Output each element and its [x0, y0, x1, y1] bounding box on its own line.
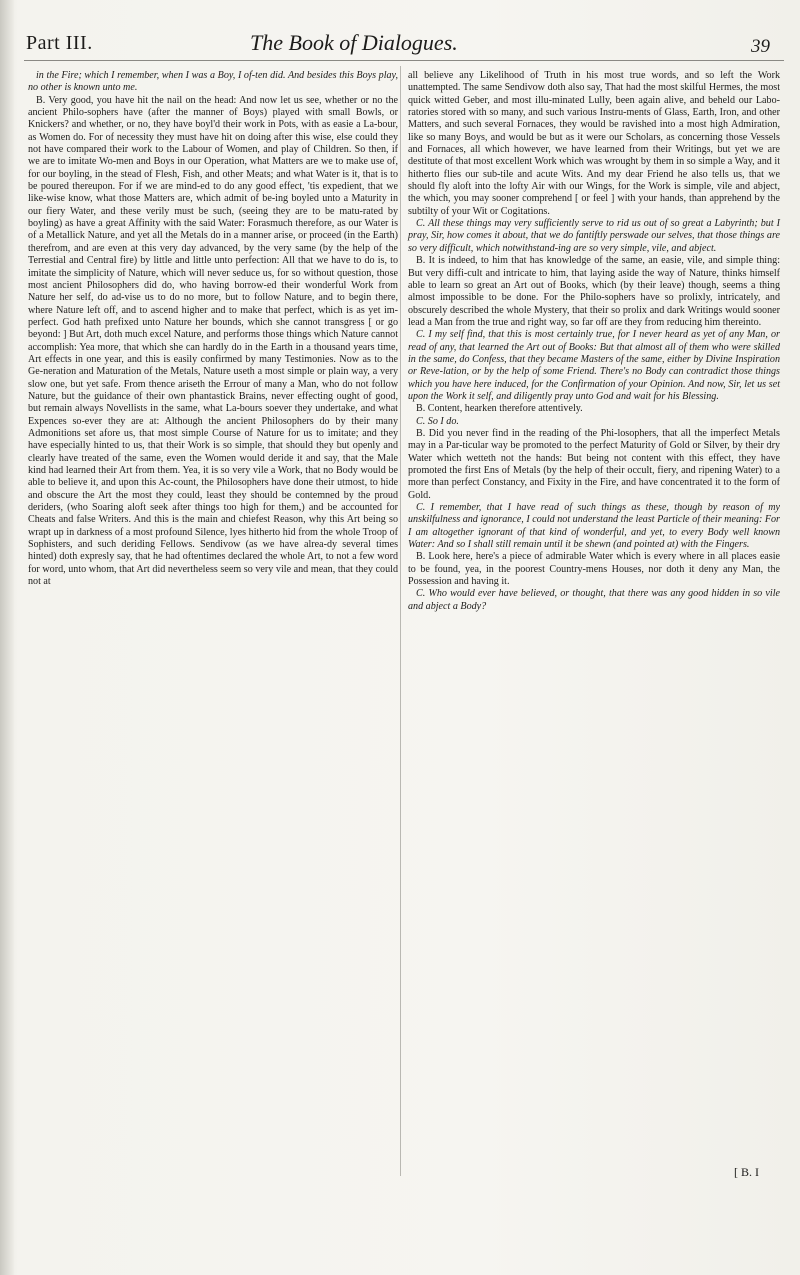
paragraph: B. Very good, you have hit the nail on the head: And now let us see, whether or no the ancient Philo-sophers have (after the manner of Boys) played with small Bowls, or Knickers? and whether, or no, they have boyl'd their work in Pots, with as easie a La-bour, as Women do. For of necessity they must have hit on doing after this wise, else could they not have compared their work to the Labour of Women, and play of Children. So then, if we are to imitate Wo-men and Boys in our Operation, what Matters are we to make use of, for our boyling, in the stead of Flesh, Fish, and other Meats; and what Water is it, that is to be poured thereupon. For if we are mind-ed to do any good effect, 'tis expedient, that we like-wise know, what those Matters are, which admit of be-ing boyled unto a Maturity in our fiery Water, and these verily must be such, (seeing they are to be matu-rated by boyling) as have a great Affinity with the said Water: Forasmuch therefore, as our Water is of a Metallick Nature, and yet all the Metals do in a manner arise, or proceed (in the Earth) therefrom, and are even at this very day advanced, by the very same (by the help of the Terrestial and Central fire) by little and little unto perfection: All that we have to do is, to imitate the simplicity of Nature, which will never seduce us, for so without question, those most ancient Philosophers did do, who having borrow-ed their wonderful Work from Nature her self, do ad-vise us to do no more, but to follow Nature, and to begin there, where Nature left off, and to ascend higher and to make that perfect, which is as yet im-perfect. God hath prefixed unto Nature her bounds, which she cannot transgress [ or go beyond: ] But Art, doth much excel Nature, and performs those things which Nature cannot accomplish: Yea more, that which she can hardly do in the Earth in a thousand years time, Art effects in one year, and this is easily confirmed by many Testimonies. Now as to the Ge-neration and Maturation of the Metals, Nature useth a most simple or plain way, a very slow one, but yet safe. From thence ariseth the Errour of many a Man, who do not follow Nature, but the guidance of their own phantastick Brains, never effecting ought of good, but remain always Novellists in the same, what La-bours soever they undertake, and what Expences so-ever they are at: Although the ancient Philosophers do by their many Admonitions set afore us, that most simple Course of Nature for us to imitate; and they have especially hinted to us, that their Work is so simple, that should they but openly and clearly have treated of the same, even the Women would deride it and say, that the Male kind had learned their Art from them. Yea, it is so very vile a Work, that no Body would be able to believe it, and upon this Ac-count, the Philosophers have done their utmost, to hide and obscure the Art the most they could, least they should be contemned by the proud deriders, (who Soaring aloft seek after things too high for them,) and be accounted for Cheats and false Writers. And this is the main and chiefest Reason, why this Art being so wrapt up in darkness of a most profound Silence, lyes hitherto hid from the whole Troop of Sophisters, and such deriding Fellows. Sendivow (as we have alrea-dy several times hinted) doth expresly say, that he had oftentimes declared the whole Art, to not a few word for word, unto whom, that Art did nevertheless seem so very vile and mean, that they could not at	[28, 94, 398, 588]
paragraph: in the Fire; which I remember, when I was a Boy, I of-ten did. And besides this Boys play, no other is known unto me.	[28, 70, 398, 94]
paragraph: C. Who would ever have believed, or thought, that there was any good hidden in so vile and abject a Body?	[408, 588, 780, 612]
page-number: 39	[751, 36, 770, 57]
part-label: Part III.	[26, 32, 93, 54]
catchword: [ B. I	[734, 1165, 759, 1179]
paragraph: B. Content, hearken therefore attentively.	[416, 403, 583, 415]
paragraph: C. So I do.	[416, 415, 459, 427]
paragraph: C. I remember, that I have read of such things as these, though by reason of my unskilfulness and ignorance, I could not understand the least Particle of their meaning: For I am altogether ignorant of that kind of wonderful, and yet, to every Body well known Water: And so I shall still remain until it be shewn (and pointed at) with the Fingers.	[408, 502, 780, 551]
paragraph: B. It is indeed, to him that has knowledge of the same, an easie, vile, and simple thing: But very diffi-cult and intricate to him, that laying aside the way of Nature, thinks himself able to learn so great an Art out of Books, which (by their leave) though, seems a thing almost impossible to be done. For the Philo-sophers have so prolixly, intricately, and obscurely described the whole Mystery, that their so prolix and dark Writings would sooner lead a Man from the true and right way, so far off are they from reducing him thereinto.	[408, 255, 780, 328]
left-text-column	[28, 70, 398, 588]
column-divider	[400, 66, 401, 1176]
paragraph: C. I my self find, that this is most certainly true, for I never heard as yet of any Man, or read of any, that learned the Art out of Books: But that almost all of them who were skilled in the same, do Confess, that they became Masters of the same, either by Divine Inspiration or Reve-lation, or by the help of some Friend. There's no Body can contradict those things which you have here induced, for the Confirmation of your Opinion. And now, Sir, let us set upon the Work it self, and diligently pray unto God and wait for his Blessing.	[408, 329, 780, 402]
right-text-column	[408, 70, 780, 613]
page-binding-shadow	[0, 0, 14, 1275]
paragraph: all believe any Likelihood of Truth in his most true words, and so left the Work unattempted. The same Sendivow doth also say, That had the most skilful Hermes, the most quick witted Geber, and most illu-minated Lully, been again alive, and beheld our Labo-ratories stored with so many, and such various Instru-ments of Glass, Earth, Iron, and other Matters, and such several Fornaces, they would be ravished into a most high Admiration, like so many Boys, and would be but as it were our Scholars, as concerning those Vessels and Fornaces, all which however, we have learned from their Writings, but yet we are destitute of that most excellent Work which was wrought by them in so simple a Way, and it hitherto flies our sub-tile and acute Wits. And my dear Friend he also tells us, that we should fly aloft into the lofty Air with our Wings, for the Work is simple, vile and abject, the which, you may sooner comprehend [ or feel ] with your hands, than apprehend by the subtilty of your Wit or Cogitations.	[408, 70, 780, 217]
running-header	[22, 28, 782, 64]
paragraph: B. Look here, here's a piece of admirable Water which is every where in all places easie to be found, yea, in the poorest Country-mens Houses, nor doth it deny any Man, the Possession and having it.	[408, 551, 780, 588]
paragraph: B. Did you never find in the reading of the Phi-losophers, that all the imperfect Metals may in a Par-ticular way be promoted to the perfect Maturity of Gold or Silver, by their dry Water which wetteth not the hands: But being not content with this effect, they have promoted the first Ens of Metals (by the help of their occult, fiery, and ripening Water) to a more than perfect Constancy, and Fixity in the Fire, and have concentrated it to the form of Gold.	[408, 427, 780, 501]
running-title: The Book of Dialogues.	[250, 30, 458, 55]
header-rule	[24, 60, 784, 61]
paragraph: C. All these things may very sufficiently serve to rid us out of so great a Labyrinth; but I pray, Sir, how comes it about, that we do fantiftly perswade our selves, that those things are so very difficult, which notwithstand-ing are so very simple, vile, and abject.	[408, 218, 780, 254]
